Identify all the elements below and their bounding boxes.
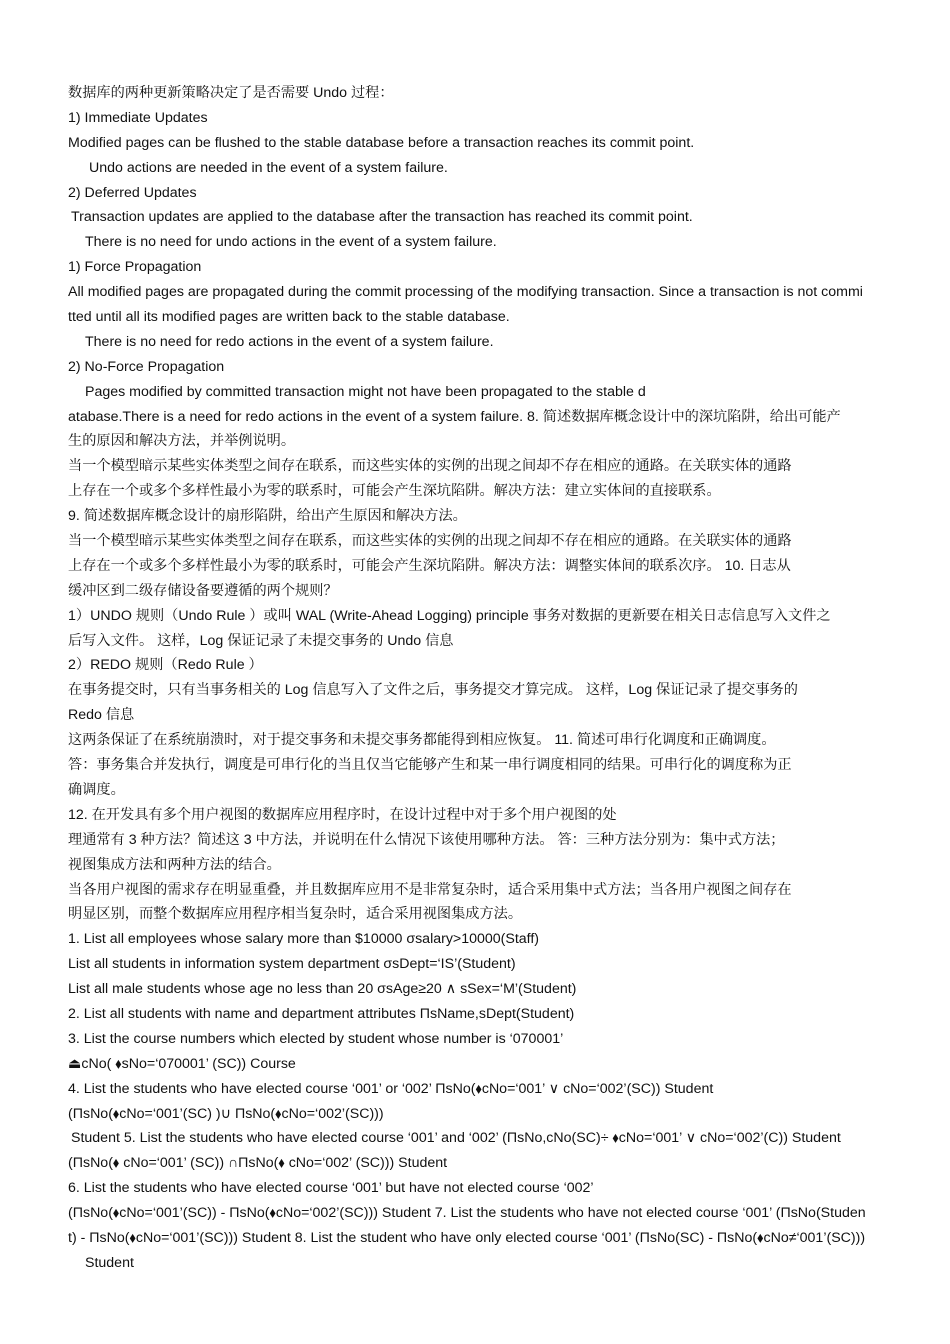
text-line: List all students in information system department σsDept=‘IS’(Student) [68, 956, 516, 973]
text-line: Undo actions are needed in the event of a system failure. [89, 159, 448, 176]
text-line: 1. List all employees whose salary more than $10000 σsalary>10000(Staff) [68, 931, 540, 948]
text-line: Pages modified by committed transaction might not have been propagated to the stable d [85, 383, 646, 400]
text-line: 确调度。 [68, 781, 125, 798]
text-line: Student 5. List the students who have elected course ‘001’ and ‘002’ (ΠsNo,cNo(SC)÷ ⬧cNo=‘001’ ∨ cNo=‘002’(C)) Student [71, 1130, 841, 1147]
text-line: 上存在一个或多个多样性最小为零的联系时，可能会产生深坑陷阱。解决方法：建立实体间的直接联系。 [68, 483, 721, 500]
text-line: atabase.There is a need for redo actions in the event of a system failure. 8. 简述数据库概念设计中的深坑陷阱，给出可能产 [68, 408, 841, 425]
text-line: 2）REDO 规则（Redo Rule ） [68, 657, 263, 674]
text-line: Transaction updates are applied to the database after the transaction has reached its commit point. [71, 209, 693, 226]
text-line: 4. List the students who have elected course ‘001’ or ‘002’ ΠsNo(⬧cNo=‘001’ ∨ cNo=‘002’(SC)) Student [68, 1080, 714, 1097]
text-line: 在事务提交时，只有当事务相关的 Log 信息写入了文件之后，事务提交才算完成。 这样，Log 保证记录了提交事务的 [68, 682, 798, 699]
text-line: 答：事务集合并发执行，调度是可串行化的当且仅当它能够产生和某一串行调度相同的结果。可串行化的调度称为正 [68, 757, 792, 774]
text-line: (ΠsNo(⬧cNo=‘001’(SC)) - ΠsNo(⬧cNo=‘002’(SC))) Student 7. List the students who have not elected course ‘001’ (ΠsNo(Studen [68, 1205, 866, 1222]
text-line: 生的原因和解决方法，并举例说明。 [68, 433, 296, 450]
text-line: 数据库的两种更新策略决定了是否需要 Undo 过程： [68, 85, 394, 101]
text-line: tted until all its modified pages are written back to the stable database. [68, 309, 510, 326]
text-line: 9. 简述数据库概念设计的扇形陷阱，给出产生原因和解决方法。 [68, 508, 467, 525]
text-line: 当一个模型暗示某些实体类型之间存在联系，而这些实体的实例的出现之间却不存在相应的通路。在关联实体的通路 [68, 533, 792, 550]
text-line: 这两条保证了在系统崩溃时，对于提交事务和未提交事务都能得到相应恢复。 11. 简述可串行化调度和正确调度。 [68, 732, 776, 749]
text-line: 6. List the students who have elected course ‘001’ but have not elected course ‘002’ [68, 1180, 594, 1197]
text-line: 当各用户视图的需求存在明显重叠，并且数据库应用不是非常复杂时，适合采用集中式方法；当各用户视图之间存在 [68, 881, 792, 898]
text-line: 1）UNDO 规则（Undo Rule ）或叫 WAL (Write-Ahead Logging) principle 事务对数据的更新要在相关日志信息写入文件之 [68, 607, 831, 624]
text-line: 2) Deferred Updates [68, 184, 197, 201]
text-line: List all male students whose age no less than 20 σsAge≥20 ∧ sSex=‘M’(Student) [68, 981, 577, 998]
text-line: (ΠsNo(⬧cNo=‘001’(SC) )∪ ΠsNo(⬧cNo=‘002’(SC))) [68, 1105, 384, 1122]
text-line: 视图集成方法和两种方法的结合。 [68, 856, 281, 873]
text-line: 3. List the course numbers which elected by student whose number is ‘070001’ [68, 1030, 564, 1047]
text-line: t) - ΠsNo(⬧cNo=‘001’(SC))) Student 8. List the student who have only elected course ‘001’ (ΠsNo(SC) - ΠsNo(⬧cNo≠‘001’(SC))) [68, 1229, 866, 1246]
document-body [68, 81, 896, 1276]
text-line: 2. List all students with name and department attributes ΠsName,sDept(Student) [68, 1005, 575, 1022]
text-line: ⏏cNo( ⬧sNo=‘070001’ (SC)) Course [68, 1055, 296, 1072]
text-line: 当一个模型暗示某些实体类型之间存在联系，而这些实体的实例的出现之间却不存在相应的通路。在关联实体的通路 [68, 458, 792, 475]
text-line: 2) No-Force Propagation [68, 358, 225, 375]
text-line: 1) Immediate Updates [68, 109, 208, 126]
text-line: 后写入文件。 这样，Log 保证记录了未提交事务的 Undo 信息 [68, 632, 454, 649]
text-line: Student [85, 1254, 134, 1271]
text-line: 1) Force Propagation [68, 259, 202, 276]
text-line: 上存在一个或多个多样性最小为零的联系时，可能会产生深坑陷阱。解决方法：调整实体间的联系次序。 10. 日志从 [68, 557, 791, 574]
text-line: 12. 在开发具有多个用户视图的数据库应用程序时，在设计过程中对于多个用户视图的处 [68, 806, 617, 823]
text-line: Redo 信息 [68, 707, 135, 724]
text-line: 明显区别，而整个数据库应用程序相当复杂时，适合采用视图集成方法。 [68, 906, 523, 923]
text-line: There is no need for undo actions in the event of a system failure. [85, 234, 497, 251]
text-line: (ΠsNo(⬧ cNo=‘001’ (SC)) ∩ΠsNo(⬧ cNo=‘002’ (SC))) Student [68, 1155, 448, 1172]
text-line: There is no need for redo actions in the event of a system failure. [85, 333, 494, 350]
text-line: Modified pages can be flushed to the stable database before a transaction reaches its commit point. [68, 134, 695, 151]
text-line: 理通常有 3 种方法？简述这 3 中方法，并说明在什么情况下该使用哪种方法。 答：三种方法分别为：集中式方法； [68, 831, 785, 848]
text-line: All modified pages are propagated during the commit processing of the modifying transaction. Since a transaction is not commi [68, 284, 863, 301]
text-line: 缓冲区到二级存储设备要遵循的两个规则？ [68, 582, 338, 599]
